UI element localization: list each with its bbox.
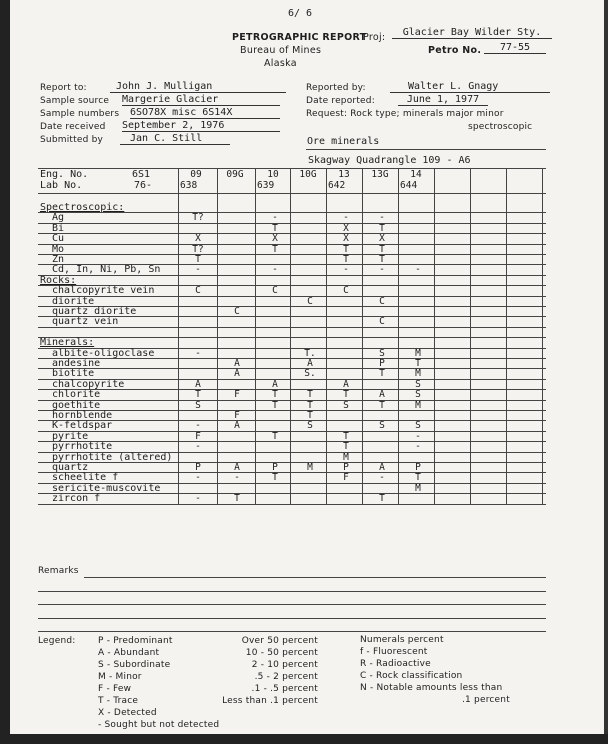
table-cell: - (234, 472, 240, 484)
table-cell: A (234, 420, 240, 432)
table-cell: T (379, 222, 385, 234)
table-cell: A (234, 358, 240, 369)
legend-note: f - Fluorescent (360, 647, 428, 657)
table-cell: T (343, 441, 349, 453)
table-cell: P (343, 462, 349, 473)
petro-value: 77-55 (484, 42, 546, 54)
column-line (470, 168, 471, 504)
info-label: Report to: (40, 83, 87, 93)
table-cell: C (272, 285, 278, 297)
column-line (178, 168, 179, 504)
eng-prefix: 6S1 (132, 169, 151, 180)
legend-range: .5 - 2 percent (254, 672, 318, 682)
row-label: albite-oligoclase (52, 347, 155, 359)
column-line (398, 168, 399, 504)
row-label: biotite (52, 368, 95, 380)
page-number: 6/ 6 (288, 8, 313, 19)
table-cell: C (379, 316, 385, 328)
table-cell: S (415, 378, 421, 390)
table-cell: C (307, 295, 313, 307)
table-cell: T (272, 243, 278, 255)
table-cell: - (272, 264, 278, 276)
request-value: Ore minerals (307, 136, 380, 147)
reported-by-label: Reported by: (306, 83, 366, 93)
table-cell: M (343, 451, 349, 463)
row-label: Mo (52, 243, 65, 255)
row-label: Zn (52, 254, 65, 265)
table-cell: - (195, 264, 201, 276)
table-cell: A (379, 389, 385, 401)
table-cell: M (415, 347, 421, 359)
table-cell: M (415, 482, 421, 494)
table-cell: T (234, 493, 240, 505)
table-cell: C (379, 295, 385, 307)
table-cell: A (195, 378, 201, 390)
table-cell: X (343, 222, 349, 234)
table-cell: S (343, 399, 349, 411)
column-line (255, 168, 256, 504)
column-line (506, 168, 507, 504)
info-value: John J. Mulligan (110, 81, 286, 93)
table-cell: S (195, 399, 201, 411)
column-line (434, 168, 435, 504)
table-cell: T (307, 389, 313, 401)
table-cell: T (307, 410, 313, 421)
scan-right-edge (604, 0, 608, 744)
table-cell: P (195, 462, 201, 473)
legend-code: - Sought but not detected (98, 720, 220, 730)
legend-code: M - Minor (98, 672, 142, 682)
info-label: Submitted by (40, 135, 104, 145)
table-cell: T (272, 389, 278, 401)
section-heading: Spectroscopic: (40, 202, 125, 213)
legend-note: R - Radioactive (360, 659, 431, 669)
info-value: Jan C. Still (120, 133, 230, 145)
column-eng-no: 13G (371, 169, 389, 180)
request-label: Request: Rock type; minerals major minor (306, 109, 504, 119)
row-label: sericite-muscovite (52, 482, 161, 494)
table-cell: F (234, 389, 240, 401)
table-cell: P (272, 462, 278, 473)
legend-note: Numerals percent (360, 635, 444, 645)
table-cell: S (379, 347, 385, 359)
table-cell: X (272, 233, 278, 245)
legend-code: P - Predominant (98, 636, 173, 646)
row-label: scheelite f (52, 472, 119, 484)
table-cell: T (307, 399, 313, 411)
date-reported-value: June 1, 1977 (398, 94, 488, 106)
table-cell: T (379, 254, 385, 265)
table-cell: M (415, 399, 421, 411)
table-cell: T (272, 430, 278, 442)
legend-code: S - Subordinate (98, 660, 171, 670)
table-cell: T (272, 222, 278, 234)
column-lab-no: 642 (328, 180, 346, 191)
table-cell: C (234, 306, 240, 317)
table-cell: P (379, 358, 385, 369)
table-cell: T (379, 243, 385, 255)
table-cell: T (415, 358, 421, 369)
table-cell: F (195, 430, 201, 442)
column-line (290, 168, 291, 504)
table-cell: X (195, 233, 201, 245)
column-line (326, 168, 327, 504)
table-cell: - (343, 264, 349, 276)
table-cell: - (195, 347, 201, 359)
legend-code: F - Few (98, 684, 132, 694)
column-line (362, 168, 363, 504)
legend-code: X - Detected (98, 708, 157, 718)
column-eng-no: 14 (410, 169, 422, 180)
quadrangle: Skagway Quadrangle 109 - A6 (308, 155, 471, 166)
column-lab-no: 638 (180, 180, 198, 191)
table-cell: X (343, 233, 349, 245)
row-label: hornblende (52, 410, 113, 421)
table-cell: S. (304, 368, 316, 380)
table-cell: S (415, 420, 421, 432)
section-heading: Minerals: (40, 337, 95, 349)
section-heading: Rocks: (40, 274, 77, 286)
table-cell: M (307, 462, 313, 473)
table-cell: - (343, 212, 349, 224)
table-cell: T. (304, 347, 316, 359)
table-cell: - (272, 212, 278, 224)
table-cell: - (195, 420, 201, 432)
bureau-name: Bureau of Mines (240, 45, 322, 56)
table-cell: T (379, 493, 385, 505)
table-cell: A (272, 378, 278, 390)
table-cell: P (415, 462, 421, 473)
table-cell: T (343, 389, 349, 401)
eng-no-label: Eng. No. (40, 169, 89, 180)
row-label: Cu (52, 233, 65, 245)
column-eng-no: 09G (226, 169, 244, 180)
row-label: pyrrhotite (52, 441, 113, 453)
row-label: Bi (52, 222, 65, 234)
table-cell: - (195, 472, 201, 484)
request-line2: spectroscopic (468, 122, 533, 132)
table-cell: A (343, 378, 349, 390)
table-cell: - (415, 441, 421, 453)
table-cell: - (195, 441, 201, 453)
lab-no-label: Lab No. (40, 180, 83, 191)
row-label: chalcopyrite vein (52, 285, 155, 297)
row-label: quartz vein (52, 316, 119, 328)
legend-range: 2 - 10 percent (251, 660, 318, 670)
column-eng-no: 10 (267, 169, 279, 180)
legend-range: Less than .1 percent (222, 696, 318, 706)
info-label: Date received (40, 122, 106, 132)
table-cell: - (415, 264, 421, 276)
info-value: Margerie Glacier (122, 94, 280, 106)
legend-code: A - Abundant (98, 648, 160, 658)
row-label: pyrite (52, 430, 89, 442)
column-line (217, 168, 218, 504)
info-label: Sample source (40, 96, 110, 106)
table-cell: T (195, 254, 201, 265)
table-cell: T (379, 399, 385, 411)
table-cell: T (343, 254, 349, 265)
legend-note: C - Rock classification (360, 671, 463, 681)
table-cell: - (379, 472, 385, 484)
column-lab-no: 644 (400, 180, 418, 191)
table-cell: T? (192, 212, 204, 224)
legend-code: T - Trace (98, 696, 139, 706)
reported-by-value: Walter L. Gnagy (390, 81, 550, 93)
legend-range: .1 - .5 percent (251, 684, 318, 694)
table-cell: S (379, 420, 385, 432)
legend-label: Legend: (38, 636, 76, 646)
row-label: quartz diorite (52, 306, 137, 317)
row-label: zircon f (52, 493, 101, 505)
legend-range: 10 - 50 percent (245, 648, 318, 658)
table-cell: - (379, 212, 385, 224)
table-cell: F (343, 472, 349, 484)
table-cell: S (307, 420, 313, 432)
table-cell: A (307, 358, 313, 369)
column-lab-no: 639 (257, 180, 275, 191)
remarks-label: Remarks (38, 566, 79, 576)
table-cell: T (343, 243, 349, 255)
table-cell: T (415, 472, 421, 484)
legend-note: N - Notable amounts less than (360, 683, 503, 693)
column-eng-no: 10G (299, 169, 317, 180)
report-title: PETROGRAPHIC REPORT (232, 32, 367, 43)
table-cell: X (379, 233, 385, 245)
table-cell: S (415, 389, 421, 401)
info-value: 6SO78X misc 6S14X (130, 107, 280, 119)
row-label: goethite (52, 399, 101, 411)
row-label: pyrrhotite (altered) (52, 451, 173, 463)
row-label: chalcopyrite (52, 378, 125, 390)
date-reported-label: Date reported: (306, 96, 375, 106)
table-cell: - (415, 430, 421, 442)
table-cell: F (234, 410, 240, 421)
row-label: diorite (52, 295, 95, 307)
row-label: quartz (52, 462, 89, 473)
proj-value: Glacier Bay Wilder Sty. (392, 27, 552, 39)
lab-prefix: 76- (134, 180, 153, 191)
table-cell: A (234, 368, 240, 380)
scan-left-edge (0, 0, 10, 744)
scan-bottom-edge (0, 734, 608, 744)
table-cell: T? (192, 243, 204, 255)
table-cell: - (195, 493, 201, 505)
table-cell: A (234, 462, 240, 473)
column-line (542, 168, 543, 504)
table-cell: C (195, 285, 201, 297)
row-label: Ag (52, 212, 65, 224)
petro-label: Petro No. (428, 45, 482, 56)
row-label: andesine (52, 358, 101, 369)
column-eng-no: 09 (190, 169, 202, 180)
row-label: K-feldspar (52, 420, 113, 432)
info-label: Sample numbers (40, 109, 120, 119)
row-line (38, 504, 546, 505)
state-name: Alaska (264, 58, 297, 69)
table-cell: M (415, 368, 421, 380)
column-eng-no: 13 (338, 169, 350, 180)
table-cell: T (272, 472, 278, 484)
table-cell: T (343, 430, 349, 442)
table-cell: T (379, 368, 385, 380)
proj-label: Proj: (363, 32, 386, 43)
table-cell: T (272, 399, 278, 411)
table-cell: T (195, 389, 201, 401)
legend-note: .1 percent (462, 695, 510, 705)
legend-range: Over 50 percent (241, 636, 318, 646)
table-cell: - (379, 264, 385, 276)
row-label: Cd, In, Ni, Pb, Sn (52, 264, 161, 276)
info-value: September 2, 1976 (122, 120, 280, 132)
row-label: chlorite (52, 389, 101, 401)
table-cell: C (343, 285, 349, 297)
table-cell: A (379, 462, 385, 473)
